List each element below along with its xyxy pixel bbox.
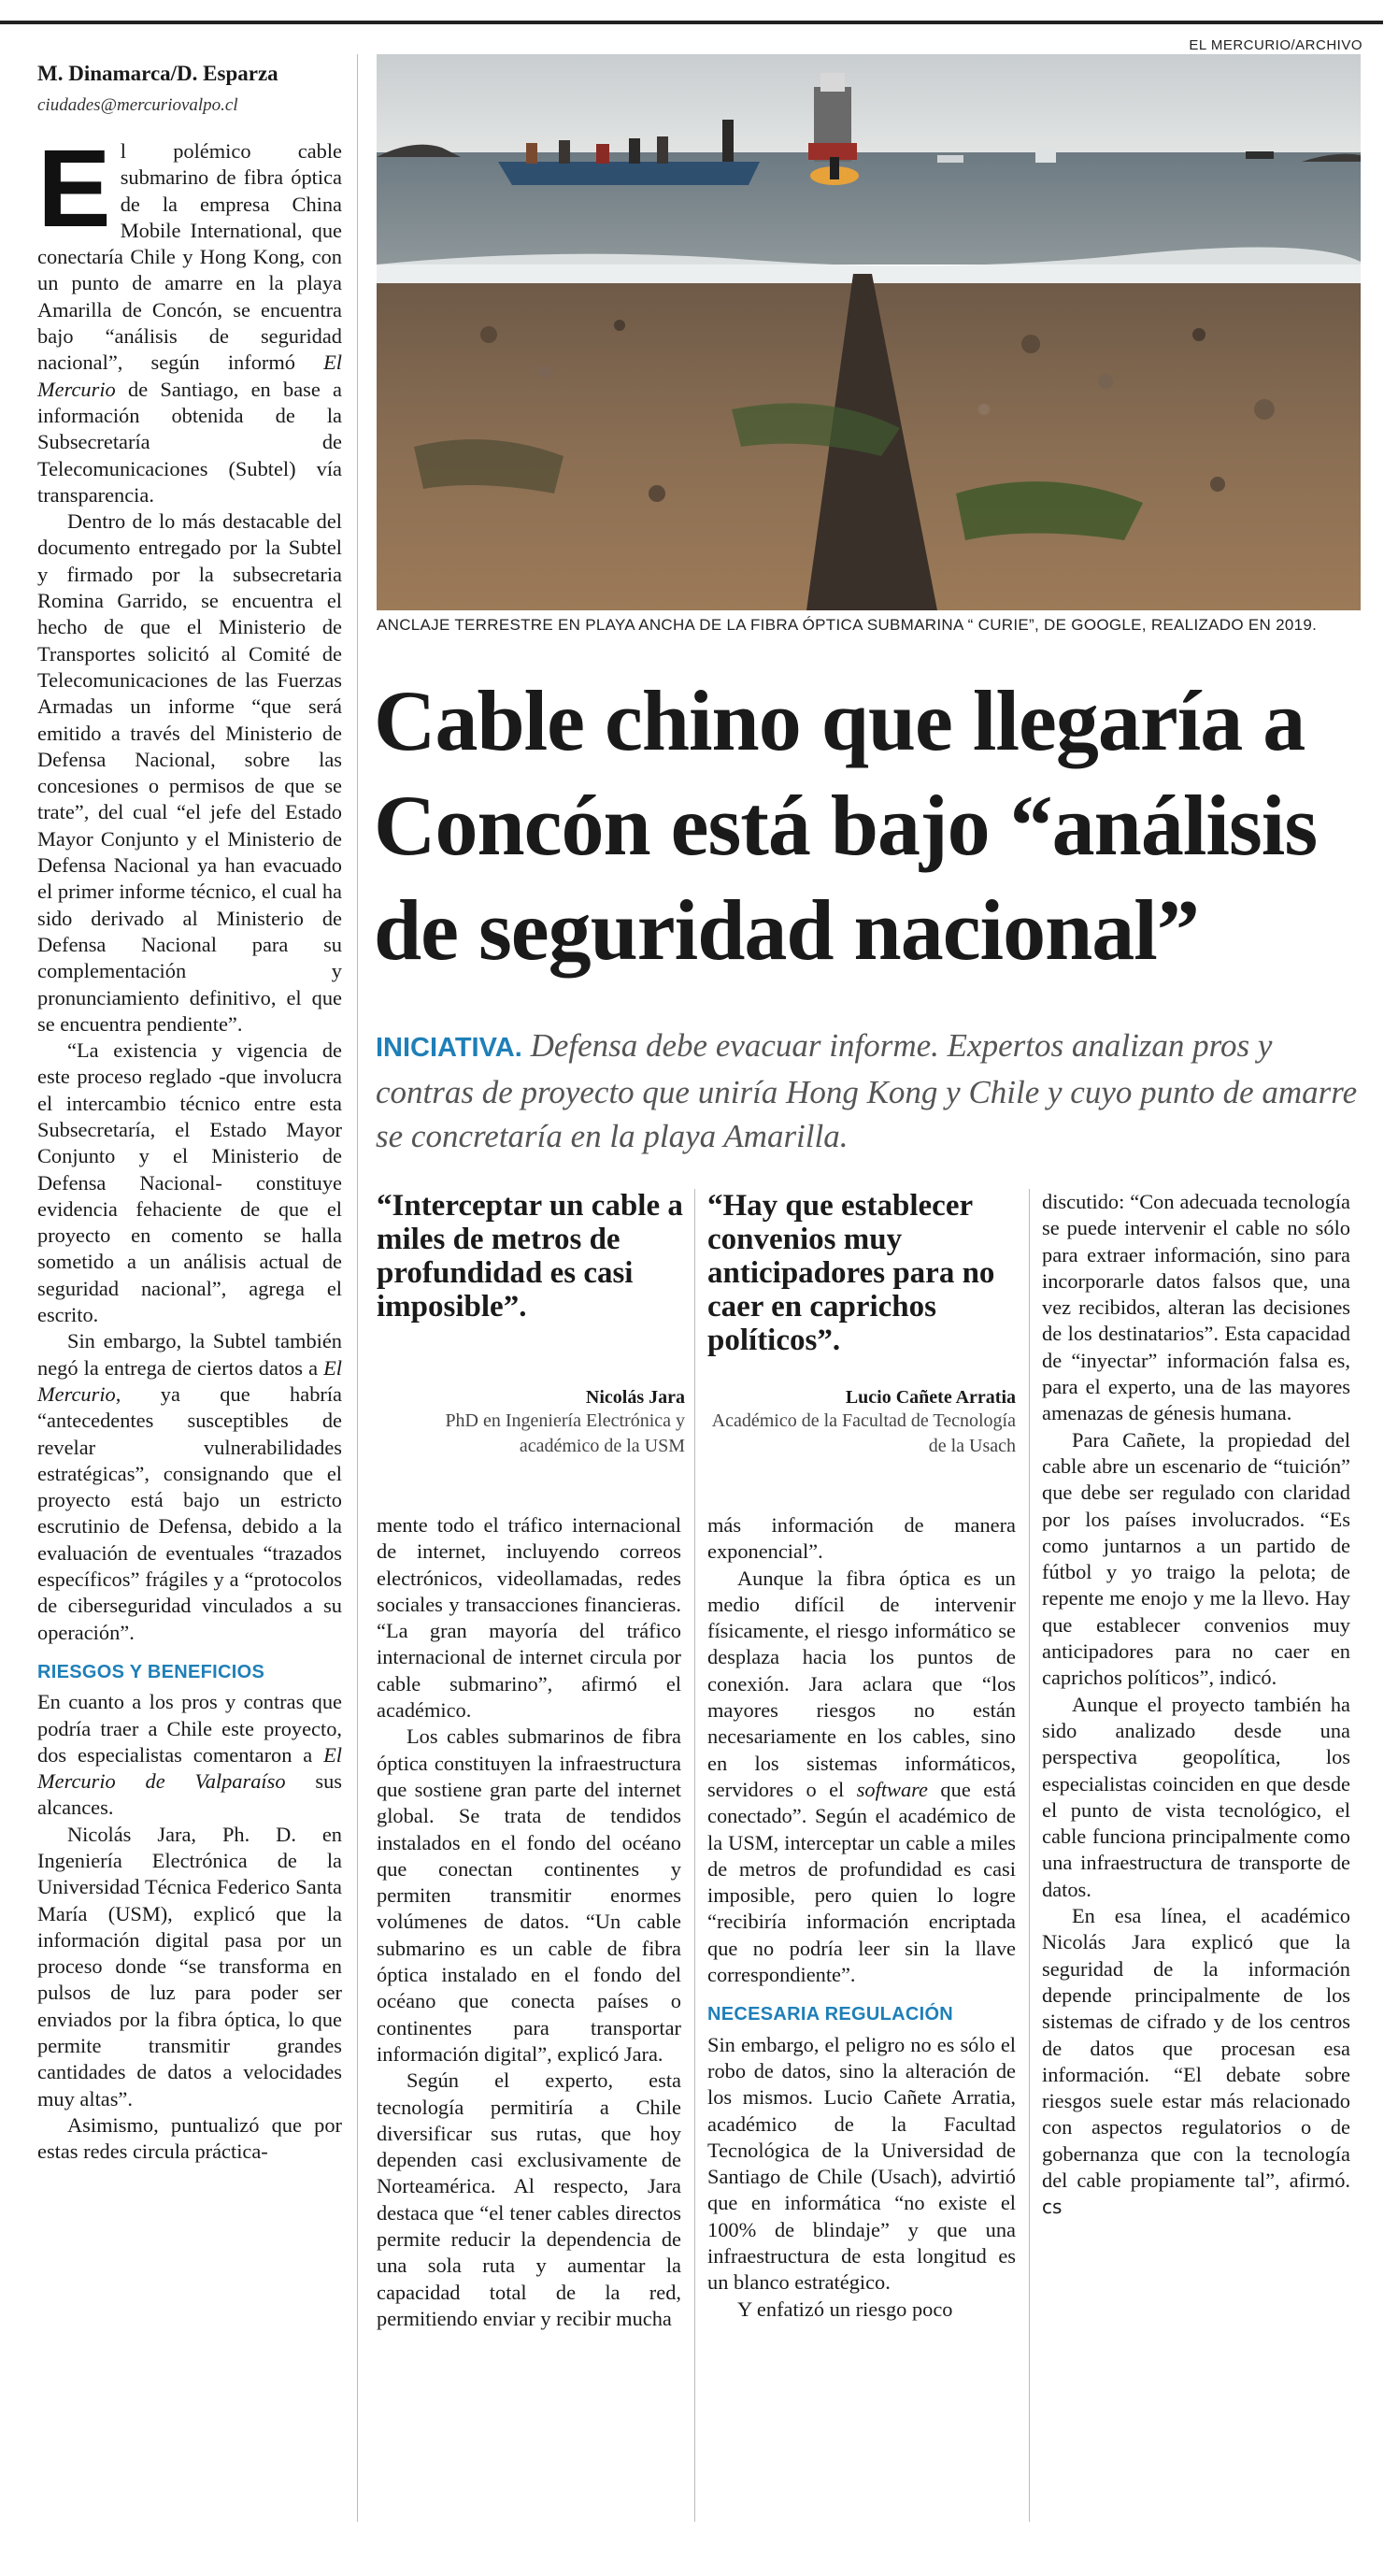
paragraph: Según el experto, esta tecnología permitiría a Chile diversificar sus rutas, que hoy dependen casi exclusivamente de Norteamérica. Al respecto, Jara destaca que “el tener cables directos permite reducir la dependencia de una sola ruta y aumentar la capacidad total de la red, permitiendo enviar y recibir mucha — [377, 2068, 681, 2330]
headline: Cable chino que llegaría a Concón está bajo “análisis de seguridad nacional” — [374, 673, 1318, 978]
paragraph: Nicolás Jara, Ph. D. en Ingeniería Electrónica de la Universidad Técnica Federico Santa María (USM), explicó que la información digital pasa por un proceso donde “se transforma en pulsos de luz para poder ser enviados por la fibra óptica, lo que permite transmitir grandes cantidades de datos a velocidades muy altas”. — [37, 1822, 342, 2111]
top-rule — [0, 21, 1383, 24]
paragraph: Sin embargo, la Subtel también negó la entrega de ciertos datos a El Mercurio, ya que habría “antecedentes susceptibles de revelar vulnerabilidades estratégicas”, consignando que el proyecto está bajo un estricto escrutinio de Defensa, debido a la evaluación de eventuales “trazados específicos” frágiles y a “protocolos de ciberseguridad vinculados a su operación”. — [37, 1329, 342, 1644]
quote-text: “Interceptar un cable a miles de metros de profundidad es casi imposible”. — [377, 1189, 683, 1324]
section-heading: NECESARIA REGULACIÓN — [707, 2004, 954, 2025]
paragraph: discutido: “Con adecuada tecnología se puede intervenir el cable no sólo para extraer información, sino para incorporarle datos falsos que, una vez recibidos, alteran las decisiones de los destinatarios”. Esta capacidad de “inyectar” información falsa es, para el experto, una de las mayores amenazas de génesis humana. — [1042, 1190, 1350, 1425]
paragraph: Los cables submarinos de fibra óptica constituyen la infraestructura que sostiene gran parte del internet global. Se trata de tendidos instalados en el fondo del océano que conectan continentes y permiten transmitir enormes volúmenes de datos. “Un cable submarino es un cable de fibra óptica instalado en el fondo del océano que conecta países o continentes para transportar información digital”, explicó Jara. — [377, 1724, 681, 2066]
column-divider — [357, 54, 358, 2522]
column-4 — [1042, 1189, 1350, 2221]
end-mark-icon: cs — [1042, 2196, 1063, 2219]
pull-quote-1 — [377, 1189, 685, 1459]
quote-author: Lucio Cañete Arratia — [845, 1387, 1016, 1408]
column-3 — [707, 1512, 1016, 2323]
paragraph: En esa línea, el académico Nicolás Jara explicó que la seguridad de la información depende principalmente de los sistemas de cifrado y de los centros de datos que procesan esa información. “El debate sobre riesgos suele estar más relacionado con aspectos regulatorios o de gobernanza que con la tecnología del cable propiamente tal”, afirmó. cs — [1042, 1904, 1350, 2219]
paragraph: Sin embargo, el peligro no es sólo el robo de datos, sino la alteración de los mismos. Lucio Cañete Arratia, académico de la Facultad Tecnológica de la Universidad de Santiago de Chile (Usach), advirtió que en informática “no existe el 100% de blindaje” y que una infraestructura de esta longitud es un blanco estratégico. — [707, 2032, 1016, 2295]
paragraph: Asimismo, puntualizó que por estas redes circula práctica- — [37, 2112, 342, 2164]
paragraph: Y enfatizó un riesgo poco — [737, 2297, 953, 2321]
quote-text: “Hay que establecer convenios muy anticipadores para no caer en caprichos políticos”. — [707, 1189, 995, 1357]
paragraph: más información de manera exponencial”. — [707, 1513, 1016, 1564]
column-divider — [694, 1189, 695, 2522]
paragraph: Aunque el proyecto también ha sido analizado desde una perspectiva geopolítica, los especialistas coinciden en que desde el punto de vista tecnológico, el cable funciona principalmente como una infraestructura de transporte de datos. — [1042, 1692, 1350, 1901]
paragraph: “La existencia y vigencia de este proceso reglado -que involucra el intercambio técnico entre esta Subsecretaría, el Estado Mayor Conjunto y el Ministerio de Defensa Nacional- constituye evidencia fehaciente de que el proyecto en comento se halla sometido a un análisis actual de seguridad nacional”, agrega el escrito. — [37, 1038, 342, 1327]
column-divider — [1029, 1189, 1030, 2522]
deck-kicker: INICIATIVA. — [376, 1033, 522, 1063]
drop-cap: E — [37, 127, 111, 250]
quote-author-role: PhD en Ingeniería Electrónica y académico de la USM — [445, 1410, 685, 1456]
deck — [376, 1023, 1362, 1158]
paragraph: Dentro de lo más destacable del documento entregado por la Subtel y firmado por la subsecretaria Romina Garrido, se encuentra el hecho de que el Ministerio de Transportes solicitó al Comité de Telecomunicaciones de las Fuerzas Armadas un informe “que será emitido a través del Ministerio de Defensa Nacional, sobre las concesiones o permisos de que se trate”, del cual “el jefe del Estado Mayor Conjunto y el Ministerio de Defensa Nacional ya han evacuado el primer informe técnico, el cual ha sido derivado al Ministerio de Defensa Nacional para su complementación y pronunciamiento definitivo, el que se encuentra pendiente”. — [37, 509, 342, 1036]
paragraph: mente todo el tráfico internacional de internet, incluyendo correos electrónicos, videollamadas, redes sociales y transacciones financieras. “La gran mayoría del tráfico internacional de internet circula por cable submarino”, afirmó el académico. — [377, 1513, 681, 1723]
paragraph: El polémico cable submarino de fibra óptica de la empresa China Mobile International, que conectaría Chile y Hong Kong, con un punto de amarre en la playa Amarilla de Concón, se encuentra bajo “análisis de seguridad nacional”, según informó El Mercurio de Santiago, en base a información obtenida de la Subsecretaría de Telecomunicaciones (Subtel) vía transparencia. — [37, 127, 342, 507]
quote-author: Nicolás Jara — [585, 1387, 685, 1408]
pull-quote-2 — [707, 1189, 1016, 1459]
quote-author-role: Académico de la Facultad de Tecnología de la Usach — [711, 1410, 1016, 1456]
column-1 — [37, 127, 342, 2166]
photo-credit: EL MERCURIO/ARCHIVO — [1189, 37, 1362, 53]
beach-cable-photo — [377, 54, 1361, 610]
byline: M. Dinamarca/D. Esparza — [37, 62, 278, 85]
author-email[interactable]: ciudades@mercuriovalpo.cl — [37, 95, 238, 115]
paragraph: En cuanto a los pros y contras que podría traer a Chile este proyecto, dos especialistas comentaron a El Mercurio de Valparaíso sus alcances. — [37, 1690, 342, 1820]
paragraph: Para Cañete, la propiedad del cable abre un escenario de “tuición” que debe ser regulado con claridad por los países involucrados. “Es como juntarnos a un partido de fútbol y yo traigo la pelota; de repente me enojo y me la llevo. Hay que establecer convenios muy anticipadores para no caer en caprichos políticos”, indicó. — [1042, 1427, 1350, 1690]
beach-photo-illustration — [377, 54, 1361, 610]
paragraph: Aunque la fibra óptica es un medio difícil de intervenir físicamente, el riesgo informático se desplaza hacia los puntos de conexión. Jara aclara que “los mayores riesgos no están necesariamente en los cables, sino en los sistemas informáticos, servidores o el software que está conectado”. Según el académico de la USM, interceptar un cable a miles de metros de profundidad es casi imposible, pero quien lo logre “recibiría información encriptada que no podría leer sin la llave correspondiente”. — [707, 1566, 1017, 1987]
deck-text: Defensa debe evacuar informe. Expertos analizan pros y contras de proyecto que uniría Hong Kong y Chile y cuyo punto de amarre se concretaría en la playa Amarilla. — [376, 1027, 1358, 1154]
photo-caption: ANCLAJE TERRESTRE EN PLAYA ANCHA DE LA FIBRA ÓPTICA SUBMARINA “ CURIE”, DE GOOGLE, REALIZADO EN 2019. — [377, 616, 1318, 634]
section-heading: RIESGOS Y BENEFICIOS — [37, 1661, 265, 1682]
column-2 — [377, 1512, 681, 2332]
